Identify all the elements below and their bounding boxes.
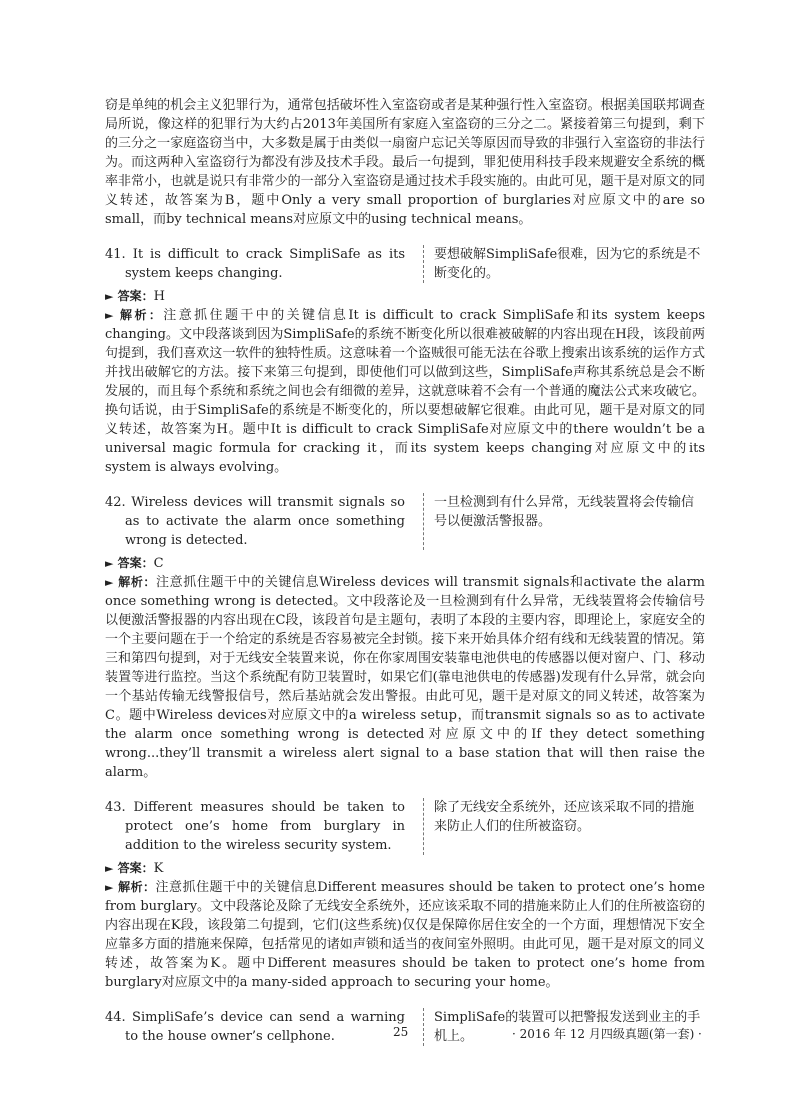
question-42	[105, 493, 705, 550]
question-41	[105, 245, 705, 283]
answer-value: H	[153, 289, 165, 304]
analysis-paragraph	[105, 878, 705, 992]
analysis-text: 注意抓住题干中的关键信息It is difficult to crack SimpliSafe和its system keeps changing。文中段落谈到因为SimpliSafe的系统不断变化所以很难被破解的内容出现在H段，该段前两句提到，我们喜欢这一软件的独特性质。这意味着一个盗贼很可能无法在谷歌上搜索出该系统的运作方式并找出破解它的方法。接下来第三句提到，即使他们可以做到这些，SimpliSafe声称其系统总是会不断发展的，而且每个系统和系统之间也会有细微的差异，这就意味着不会有一个普通的魔法公式来攻破它。换句话说，由于SimpliSafe的系统是不断变化的，所以要想破解它很难。由此可见，题干是对原文的同义转述，故答案为H。题中It is difficult to crack SimpliSafe对应原文中的there wouldn’t be a universal magic formula for cracking it，而its system keeps changing对应原文中的its system is always evolving。	[105, 308, 705, 475]
page-content	[105, 96, 705, 1046]
answer-value: C	[153, 556, 164, 571]
question-translation: SimpliSafe的装置可以把警报发送到业主的手机上。	[423, 1008, 705, 1046]
answer-line	[105, 287, 705, 306]
analysis-text: 注意抓住题干中的关键信息Wireless devices will transmit signals和activate the alarm once something wrong is detected。文中段落论及一旦检测到有什么异常，无线装置将会传输信号以便激活警报器的内容出现在C段，该段首句是主题句，表明了本段的主要内容，即理论上，家庭安全的一个主要问题在于一个给定的系统是否容易被完全封锁。接下来开始具体介绍有线和无线装置的情况。第三和第四句提到，对于无线安全装置来说，你在你家周围安装靠电池供电的传感器以便对窗户、门、移动装置等进行监控。当这个系统配有防卫装置时，如果它们(靠电池供电的传感器)发现有什么异常，就会向一个基站传输无线警报信号，然后基站就会发出警报。由此可见，题干是对原文的同义转述，故答案为C。题中Wireless devices对应原文中的a wireless setup，而transmit signals so as to activate the alarm once something wrong is detected对应原文中的If they detect something wrong...they’ll transmit a wireless alert signal to a base station that will then raise the alarm。	[105, 575, 705, 780]
question-statement: 41. It is difficult to crack SimpliSafe as its system keeps changing.	[105, 247, 405, 281]
analysis-label: 解析：	[118, 575, 157, 589]
triangle-icon: ►	[105, 881, 114, 894]
intro-paragraph: 窃是单纯的机会主义犯罪行为，通常包括破坏性入室盗窃或者是某种强行性入室盗窃。根据美国联邦调查局所说，像这样的犯罪行为大约占2013年美国所有家庭入室盗窃的三分之二。紧接着第三句提到，剩下的三分之一家庭盗窃当中，大多数是属于由类似一扇窗户忘记关等原因而导致的非强行入室盗窃的非法行为。而这两种入室盗窃行为都没有涉及技术手段。最后一句提到，罪犯使用科技手段来规避安全系统的概率非常小，也就是说只有非常少的一部分入室盗窃是通过技术手段实施的。由此可见，题干是对原文的同义转述，故答案为B，题中Only a very small proportion of burglaries对应原文中的are so small，而by technical means对应原文中的using technical means。	[105, 98, 705, 227]
triangle-icon: ►	[105, 576, 114, 589]
analysis-paragraph	[105, 573, 705, 782]
question-translation: 一旦检测到有什么异常，无线装置将会传输信号以便激活警报器。	[423, 493, 705, 550]
answer-label: 答案：	[117, 861, 154, 875]
analysis-paragraph	[105, 306, 705, 477]
answer-value: K	[153, 861, 164, 876]
page-number: 25	[393, 1025, 409, 1039]
question-statement: 42. Wireless devices will transmit signals so as to activate the alarm once something wrong is detected.	[105, 495, 405, 548]
analysis-label: 解析：	[118, 880, 156, 894]
question-translation: 要想破解SimpliSafe很难，因为它的系统是不断变化的。	[423, 245, 705, 283]
triangle-icon: ►	[105, 290, 114, 303]
analysis-text: 注意抓住题干中的关键信息Different measures should be taken to protect one’s home from burglary。文中段落论及除了无线安全系统外，还应该采取不同的措施来防止人们的住所被盗窃的内容出现在K段，该段第二句提到，它们(这些系统)仅仅是保障你居住安全的一个方面，理想情况下安全应靠多方面的措施来保障，包括常见的诸如声锁和适当的夜间室外照明。由此可见，题干是对原文的同义转述，故答案为K。题中Different measures should be taken to protect one’s home from burglary对应原文中的a many-sided approach to securing your home。	[105, 880, 706, 990]
answer-line	[105, 859, 705, 878]
question-translation: 除了无线安全系统外，还应该采取不同的措施来防止人们的住所被盗窃。	[423, 798, 705, 855]
answer-label: 答案：	[117, 556, 154, 570]
triangle-icon: ►	[105, 557, 114, 570]
exam-title: · 2016 年 12 月四级真题(第一套) ·	[512, 1027, 702, 1041]
triangle-icon: ►	[105, 309, 114, 322]
answer-line	[105, 554, 705, 573]
question-statement: 44. SimpliSafe’s device can send a warning to the house owner’s cellphone.	[105, 1010, 405, 1044]
question-43	[105, 798, 705, 855]
triangle-icon: ►	[105, 862, 114, 875]
analysis-label: 解析：	[120, 308, 164, 322]
question-statement: 43. Different measures should be taken to protect one’s home from burglary in addition to the wireless security system.	[105, 800, 405, 853]
answer-label: 答案：	[117, 289, 154, 303]
